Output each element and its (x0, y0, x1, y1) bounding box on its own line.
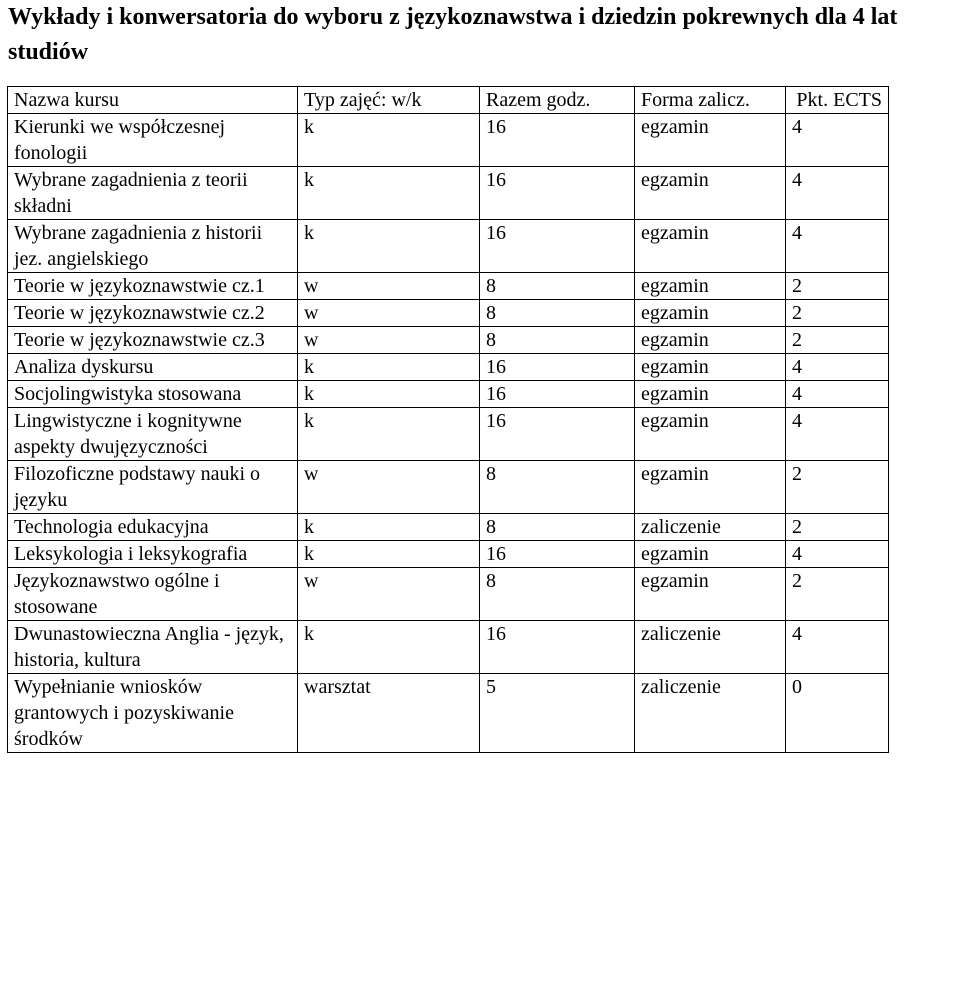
cell-ects: 2 (786, 327, 889, 354)
cell-form: egzamin (635, 408, 786, 461)
cell-hours: 16 (480, 621, 635, 674)
cell-name: Dwunastowieczna Anglia - język, historia, kultura (8, 621, 298, 674)
cell-name: Filozoficzne podstawy nauki o języku (8, 461, 298, 514)
cell-name: Wybrane zagadnienia z historii jez. angielskiego (8, 220, 298, 273)
cell-type: w (298, 327, 480, 354)
table-row (8, 674, 889, 753)
courses-table (7, 86, 889, 753)
cell-hours: 8 (480, 300, 635, 327)
cell-form: egzamin (635, 273, 786, 300)
cell-name: Wybrane zagadnienia z teorii składni (8, 167, 298, 220)
table-row (8, 354, 889, 381)
cell-ects: 4 (786, 167, 889, 220)
cell-hours: 8 (480, 514, 635, 541)
cell-ects: 0 (786, 674, 889, 753)
cell-hours: 8 (480, 461, 635, 514)
cell-name: Leksykologia i leksykografia (8, 541, 298, 568)
cell-ects: 4 (786, 408, 889, 461)
cell-name: Teorie w językoznawstwie cz.2 (8, 300, 298, 327)
table-row (8, 300, 889, 327)
table-row (8, 220, 889, 273)
cell-type: k (298, 354, 480, 381)
cell-ects: 4 (786, 220, 889, 273)
cell-type: w (298, 461, 480, 514)
cell-type: k (298, 541, 480, 568)
cell-name: Kierunki we współczesnej fonologii (8, 114, 298, 167)
header-form: Forma zalicz. (635, 87, 786, 114)
cell-hours: 5 (480, 674, 635, 753)
table-row (8, 381, 889, 408)
cell-hours: 8 (480, 568, 635, 621)
page-title: Wykłady i konwersatoria do wyboru z językoznawstwa i dziedzin pokrewnych dla 4 lat studiów (8, 4, 898, 65)
cell-ects: 2 (786, 461, 889, 514)
cell-hours: 16 (480, 114, 635, 167)
cell-form: egzamin (635, 167, 786, 220)
header-ects: Pkt. ECTS (786, 87, 889, 114)
cell-name: Teorie w językoznawstwie cz.1 (8, 273, 298, 300)
table-row (8, 568, 889, 621)
cell-form: zaliczenie (635, 621, 786, 674)
cell-type: k (298, 220, 480, 273)
table-row (8, 621, 889, 674)
cell-ects: 4 (786, 114, 889, 167)
cell-form: egzamin (635, 300, 786, 327)
table-row (8, 273, 889, 300)
cell-form: egzamin (635, 541, 786, 568)
cell-form: egzamin (635, 381, 786, 408)
table-row (8, 327, 889, 354)
cell-form: egzamin (635, 568, 786, 621)
cell-type: w (298, 273, 480, 300)
cell-name: Socjolingwistyka stosowana (8, 381, 298, 408)
cell-ects: 4 (786, 621, 889, 674)
cell-form: zaliczenie (635, 674, 786, 753)
table-body (8, 114, 889, 753)
cell-ects: 4 (786, 541, 889, 568)
cell-ects: 2 (786, 273, 889, 300)
cell-hours: 16 (480, 381, 635, 408)
cell-type: k (298, 381, 480, 408)
cell-hours: 8 (480, 273, 635, 300)
cell-ects: 4 (786, 381, 889, 408)
cell-type: k (298, 114, 480, 167)
cell-hours: 16 (480, 220, 635, 273)
cell-form: egzamin (635, 354, 786, 381)
cell-type: warsztat (298, 674, 480, 753)
table-row (8, 541, 889, 568)
table-row (8, 514, 889, 541)
cell-form: egzamin (635, 114, 786, 167)
cell-type: k (298, 621, 480, 674)
cell-form: egzamin (635, 220, 786, 273)
cell-type: k (298, 514, 480, 541)
cell-name: Technologia edukacyjna (8, 514, 298, 541)
cell-type: k (298, 167, 480, 220)
cell-hours: 8 (480, 327, 635, 354)
table-row (8, 461, 889, 514)
cell-type: w (298, 300, 480, 327)
cell-form: zaliczenie (635, 514, 786, 541)
cell-name: Lingwistyczne i kognitywne aspekty dwujęzyczności (8, 408, 298, 461)
cell-name: Teorie w językoznawstwie cz.3 (8, 327, 298, 354)
cell-form: egzamin (635, 327, 786, 354)
cell-type: w (298, 568, 480, 621)
cell-ects: 4 (786, 354, 889, 381)
cell-ects: 2 (786, 568, 889, 621)
table-header-row (8, 87, 889, 114)
cell-hours: 16 (480, 408, 635, 461)
cell-name: Analiza dyskursu (8, 354, 298, 381)
cell-ects: 2 (786, 300, 889, 327)
cell-name: Językoznawstwo ogólne i stosowane (8, 568, 298, 621)
table-row (8, 167, 889, 220)
cell-hours: 16 (480, 541, 635, 568)
cell-ects: 2 (786, 514, 889, 541)
header-name: Nazwa kursu (8, 87, 298, 114)
cell-type: k (298, 408, 480, 461)
cell-hours: 16 (480, 354, 635, 381)
table-row (8, 408, 889, 461)
cell-name: Wypełnianie wniosków grantowych i pozyskiwanie środków (8, 674, 298, 753)
header-type: Typ zajęć: w/k (298, 87, 480, 114)
header-hours: Razem godz. (480, 87, 635, 114)
table-row (8, 114, 889, 167)
cell-hours: 16 (480, 167, 635, 220)
cell-form: egzamin (635, 461, 786, 514)
